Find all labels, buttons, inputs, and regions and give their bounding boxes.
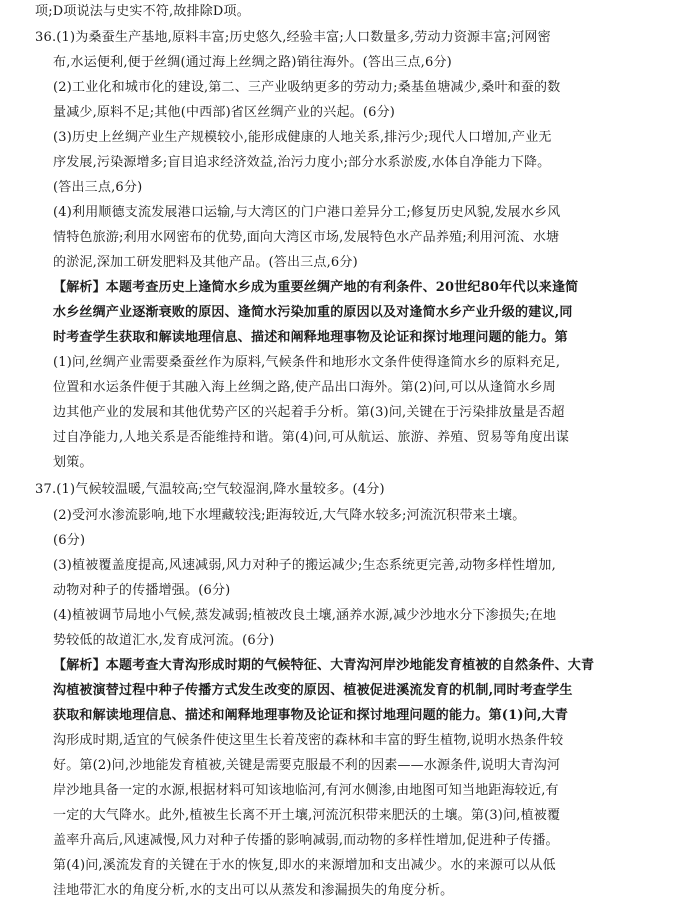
text-line: 布,水运便利,便于丝绸(通过海上丝绸之路)销往海外。(答出三点,6分) (53, 55, 452, 70)
text-line: 量减少,原料不足;其他(中西部)省区丝绸产业的兴起。(6分) (53, 105, 396, 120)
text-line: 获取和解读地理信息、描述和阐释地理事物及论证和探讨地理问题的能力。第(1)问,大青 (53, 708, 569, 723)
text-line: 动物对种子的传播增强。(6分) (53, 583, 231, 598)
text-line: 沟形成时期,适宜的气候条件使这里生长着茂密的森林和丰富的野生植物,说明水热条件较 (53, 733, 564, 748)
text-line: 项;D项说法与史实不符,故排除D项。 (35, 4, 250, 19)
q37-analysis: 【解析】本题考查大青沟形成时期的气候特征、大青沟河岸沙地能发育植被的自然条件、大青 (53, 658, 595, 673)
q36-answer-1: 36.(1)为桑蚕生产基地,原料丰富;历史悠久,经验丰富;人口数量多,劳动力资源丰富;河网密 (35, 30, 551, 45)
text-line: 水乡丝绸产业逐渐衰败的原因、逢简水污染加重的原因以及对逢简水乡产业升级的建议,同 (53, 305, 573, 320)
q36-answer-4: (4)利用顺德支流发展港口运输,与大湾区的门户港口差异分工;修复历史风貌,发展水乡风 (53, 205, 561, 220)
text-line: 边其他产业的发展和其他优势产区的兴起着手分析。第(3)问,关键在于污染排放量是否超 (53, 405, 565, 420)
text-line: 岸沙地具备一定的水源,根据材料可知该地临河,有河水侧渗,由地图可知当地距海较近,有 (53, 783, 559, 798)
text-line: (答出三点,6分) (53, 180, 143, 195)
q36-analysis: 【解析】本题考查历史上逢简水乡成为重要丝绸产地的有利条件、20世纪80年代以来逢简 (53, 280, 579, 295)
q37-answer-1: 37.(1)气候较温暖,气温较高;空气较湿润,降水量较多。(4分) (35, 482, 385, 497)
text-line: 一定的大气降水。此外,植被生长离不开土壤,河流沉积带来肥沃的土壤。第(3)问,植被覆 (53, 808, 561, 823)
q36-answer-2: (2)工业化和城市化的建设,第二、三产业吸纳更多的劳动力;桑基鱼塘减少,桑叶和蚕的数 (53, 80, 561, 95)
text-line: (6分) (53, 533, 86, 548)
q37-answer-3: (3)植被覆盖度提高,风速减弱,风力对种子的搬运减少;生态系统更完善,动物多样性增加, (53, 558, 556, 573)
text-line: (1)问,丝绸产业需要桑蚕丝作为原料,气候条件和地形水文条件使得逢简水乡的原料充足, (53, 355, 561, 370)
text-line: 势较低的故道汇水,发育成河流。(6分) (53, 633, 275, 648)
text-line: 第(4)问,溪流发育的关键在于水的恢复,即水的来源增加和支出减少。水的来源可以从低 (53, 858, 556, 873)
text-line: 的淤泥,深加工研发肥料及其他产品。(答出三点,6分) (53, 255, 358, 270)
text-line: 洼地带汇水的角度分析,水的支出可以从蒸发和渗漏损失的角度分析。 (53, 883, 454, 898)
text-line: 沟植被演替过程中种子传播方式发生改变的原因、植被促进溪流发育的机制,同时考查学生 (53, 683, 573, 698)
text-line: 好。第(2)问,沙地能发育植被,关键是需要克服最不利的因素——水源条件,说明大青沟河 (53, 758, 561, 773)
text-line: 划策。 (53, 455, 93, 470)
text-line: 过自净能力,人地关系是否能维持和谐。第(4)问,可从航运、旅游、养殖、贸易等角度出谋 (53, 430, 570, 445)
text-line: 盖率升高后,风速减慢,风力对种子传播的影响减弱,而动物的多样性增加,促进种子传播。 (53, 833, 559, 848)
q37-answer-2: (2)受河水渗流影响,地下水埋藏较浅;距海较近,大气降水较多;河流沉积带来土壤。 (53, 508, 526, 523)
text-line: 时考查学生获取和解读地理信息、描述和阐释地理事物及论证和探讨地理问题的能力。第 (53, 330, 568, 345)
text-line: 位置和水运条件便于其融入海上丝绸之路,使产品出口海外。第(2)问,可以从逢简水乡周 (53, 380, 556, 395)
text-line: 情特色旅游;利用水网密布的优势,面向大湾区市场,发展特色水产品养殖;利用河流、水塘 (53, 230, 560, 245)
q37-answer-4: (4)植被调节局地小气候,蒸发减弱;植被改良土壤,涵养水源,减少沙地水分下渗损失;在地 (53, 608, 557, 623)
q36-answer-3: (3)历史上丝绸产业生产规模较小,能形成健康的人地关系,排污少;现代人口增加,产业无 (53, 130, 552, 145)
text-line: 序发展,污染源增多;盲目追求经济效益,治污力度小;部分水系淤废,水体自净能力下降。 (53, 155, 551, 170)
